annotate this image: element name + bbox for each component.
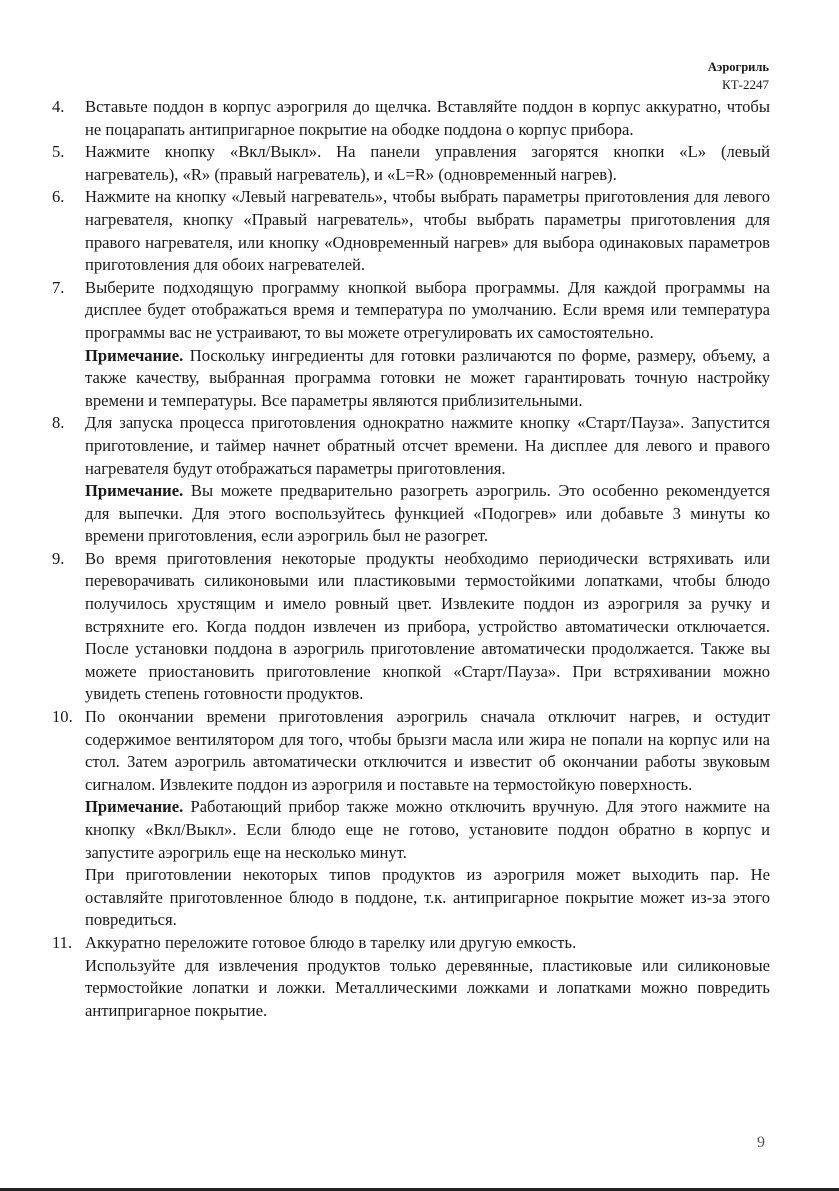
paragraph-text: Нажмите кнопку «Вкл/Выкл». На панели управления загорятся кнопки «L» (левый нагреватель), «R» (правый нагреватель), и «L=R» (одновременный нагрев). — [85, 142, 770, 184]
paragraph-text: Работающий прибор также можно отключить вручную. Для этого нажмите на кнопку «Вкл/Выкл». Если блюдо еще не готово, установите поддон обратно в корпус и запустите аэрогриль еще на несколько минут. — [85, 797, 770, 862]
header-brand: Аэрогриль — [707, 60, 769, 74]
step-number: 5. — [52, 142, 65, 162]
step-text — [85, 186, 770, 276]
step-number: 9. — [52, 548, 65, 568]
paragraph-text: Вы можете предварительно разогреть аэрогриль. Это особенно рекомендуется для выпечки. Для этого воспользуйтесь функцией «Подогрев» или добавьте 3 минуты ко времени приготовления, если аэрогриль был не разогрет. — [85, 481, 770, 546]
instructions-body — [52, 96, 770, 1022]
step-text — [85, 864, 770, 932]
instruction-step — [52, 412, 770, 548]
paragraph-text: Для запуска процесса приготовления однократно нажмите кнопку «Старт/Пауза». Запустится приготовление, и таймер начнет обратный отсчет времени. На дисплее для левого и правого нагревателя будут отображаться параметры приготовления. — [85, 413, 770, 478]
step-text — [85, 932, 770, 955]
step-number: 11. — [52, 932, 73, 952]
note-label: Примечание. — [85, 481, 184, 501]
instruction-step — [52, 932, 770, 1022]
step-note — [85, 480, 770, 548]
instruction-step — [52, 706, 770, 932]
step-text — [85, 277, 770, 345]
paragraph-text: При приготовлении некоторых типов продуктов из аэрогриля может выходить пар. Не оставляйте приготовленное блюдо в поддоне, т.к. антипригарное покрытие может из-за этого повредиться. — [85, 865, 770, 930]
paragraph-text: Используйте для извлечения продуктов только деревянные, пластиковые или силиконовые термостойкие лопатки и ложки. Металлическими ложками и лопатками можно повредить антипригарное покрытие. — [85, 955, 770, 1020]
step-text — [85, 96, 770, 141]
paragraph-text: Во время приготовления некоторые продукты необходимо периодически встряхивать или переворачивать силиконовыми или пластиковыми термостойкими лопатками, чтобы блюдо получилось хрустящим и имело ровный цвет. Извлеките поддон из аэрогриля за ручку и встряхните его. Когда поддон извлечен из прибора, устройство автоматически отключается. После установки поддона в аэрогриль приготовление автоматически продолжается. Также вы можете приостановить приготовление кнопкой «Старт/Пауза». При встряхивании можно увидеть степень готовности продуктов. — [85, 548, 770, 704]
paragraph-text: Поскольку ингредиенты для готовки различаются по форме, размеру, объему, а также качеству, выбранная программа готовки не может гарантировать точную настройку времени и температуры. Все параметры являются приблизительными. — [85, 345, 770, 410]
step-number: 7. — [52, 277, 65, 297]
page-header — [708, 58, 769, 94]
step-text — [85, 141, 770, 186]
step-text — [85, 548, 770, 706]
step-note — [85, 345, 770, 413]
step-number: 8. — [52, 413, 65, 433]
paragraph-text: Аккуратно переложите готовое блюдо в тарелку или другую емкость. — [85, 932, 577, 952]
step-text — [85, 955, 770, 1023]
instruction-step — [52, 186, 770, 276]
instruction-step — [52, 277, 770, 413]
instruction-step — [52, 96, 770, 141]
paragraph-text: Выберите подходящую программу кнопкой выбора программы. Для каждой программы на дисплее будет отображаться время и температура по умолчанию. Если время или температура программы вас не устраивают, то вы можете отрегулировать их самостоятельно. — [85, 277, 770, 342]
step-number: 6. — [52, 187, 65, 207]
step-number: 4. — [52, 97, 65, 116]
header-model: КТ-2247 — [722, 77, 769, 92]
note-label: Примечание. — [85, 797, 184, 817]
page-number: 9 — [757, 1134, 765, 1151]
paragraph-text: Нажмите на кнопку «Левый нагреватель», чтобы выбрать параметры приготовления для левого нагревателя, кнопку «Правый нагреватель», чтобы выбрать параметры приготовления для правого нагревателя, или кнопку «Одновременный нагрев» для выбора одинаковых параметров приготовления для обоих нагревателей. — [85, 187, 770, 275]
instruction-step — [52, 141, 770, 186]
instruction-steps — [52, 96, 770, 1022]
paragraph-text: Вставьте поддон в корпус аэрогриля до щелчка. Вставляйте поддон в корпус аккуратно, чтобы не поцарапать антипригарное покрытие на ободке поддона о корпус прибора. — [85, 97, 770, 139]
step-text — [85, 412, 770, 480]
instruction-step — [52, 548, 770, 706]
step-text — [85, 706, 770, 796]
step-note — [85, 796, 770, 864]
paragraph-text: По окончании времени приготовления аэрогриль сначала отключит нагрев, и остудит содержимое вентилятором для того, чтобы брызги масла или жира не попали на корпус или на стол. Затем аэрогриль автоматически отключится и известит об окончании работы звуковым сигналом. Извлеките поддон из аэрогриля и поставьте на термостойкую поверхность. — [85, 707, 770, 794]
step-number: 10. — [52, 707, 73, 727]
note-label: Примечание. — [85, 345, 184, 365]
